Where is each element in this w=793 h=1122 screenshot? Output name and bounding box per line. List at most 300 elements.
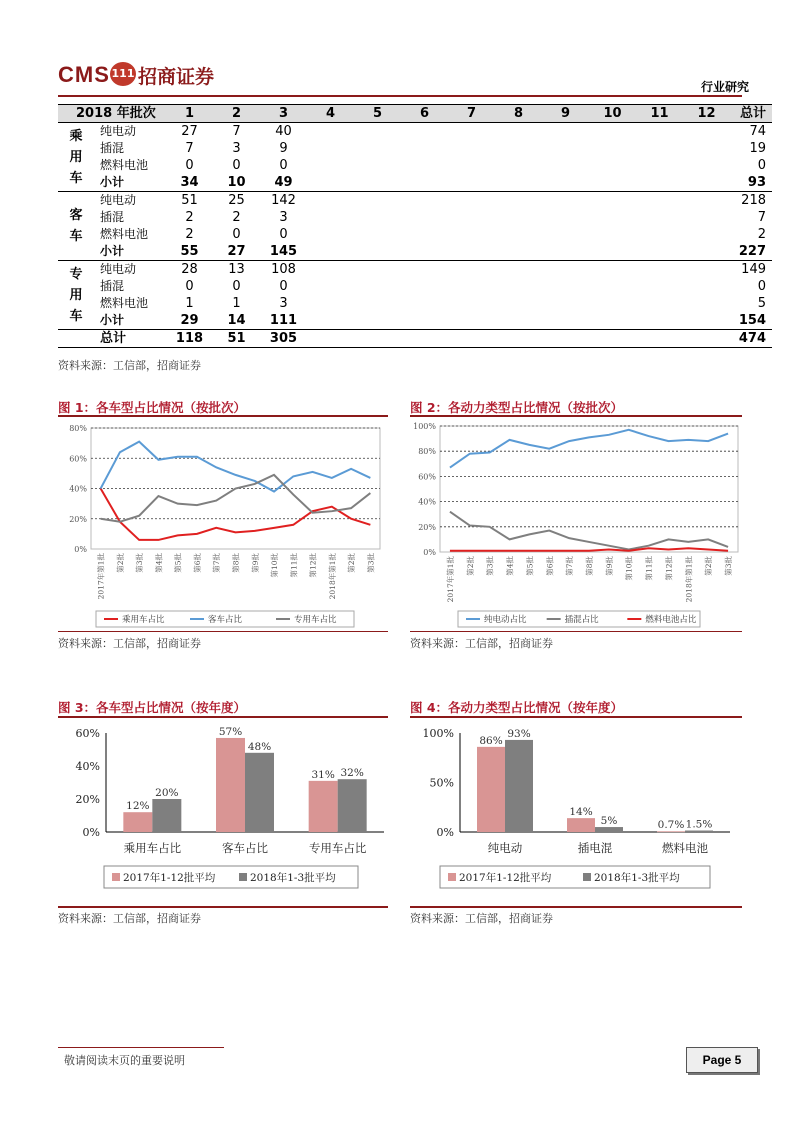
table-cell: [683, 192, 730, 210]
table-cell: [401, 330, 448, 348]
legend-swatch: [239, 873, 247, 881]
x-tick-label: 第9批: [604, 556, 614, 576]
y-tick-label: 20%: [418, 522, 436, 532]
x-tick-label: 第3批: [485, 556, 495, 576]
data-label: 31%: [311, 768, 335, 781]
table-cell: [307, 174, 354, 192]
fig1-chart: [58, 418, 388, 630]
table-cell: 305: [260, 330, 307, 348]
table-cell: [354, 226, 401, 243]
table-cell: [495, 192, 542, 210]
table-row: [58, 123, 772, 141]
y-tick-label: 50%: [429, 776, 454, 790]
y-tick-label: 80%: [418, 447, 436, 457]
table-cell: [683, 123, 730, 141]
table-cell-total: 0: [757, 279, 766, 294]
table-row: [58, 174, 772, 192]
y-tick-label: 60%: [69, 454, 87, 464]
bar: [657, 831, 685, 832]
table-category: 专 用 车: [58, 261, 94, 330]
table-cell: [495, 278, 542, 295]
table-header-col: 10: [589, 105, 636, 123]
bar: [595, 827, 623, 832]
table-row: [58, 140, 772, 157]
table-row: [58, 209, 772, 226]
table-cell: [401, 226, 448, 243]
table-cell: [401, 157, 448, 174]
table-cell: [542, 192, 589, 210]
table-cell: [683, 261, 730, 279]
table-cell: [683, 330, 730, 348]
x-tick-label: 2018年第1批: [684, 556, 694, 603]
table-cell: [401, 140, 448, 157]
x-tick-label: 2017年第1批: [445, 556, 455, 603]
table-cell: [307, 295, 354, 312]
table-cell: [495, 330, 542, 348]
table-header-col: 1: [166, 105, 213, 123]
table-cell: 14: [213, 312, 260, 330]
table-cell: [448, 140, 495, 157]
table-cell: [307, 192, 354, 210]
table-cell: [589, 174, 636, 192]
series-line-2: [450, 548, 728, 551]
x-tick-label: 第8批: [231, 553, 241, 573]
table-header-col: 8: [495, 105, 542, 123]
series-line-1: [101, 442, 371, 492]
table-cell: 3: [279, 210, 288, 225]
table-row-label: 插混: [100, 279, 125, 293]
fig4-top-rule: [410, 716, 742, 718]
table-cell: [636, 226, 683, 243]
table-cell: [589, 209, 636, 226]
table-cell-total: 7: [757, 210, 766, 225]
table-cell: [683, 278, 730, 295]
table-cell-total: 218: [741, 193, 766, 208]
table-cell: [542, 330, 589, 348]
fig2-source: 资料来源：工信部，招商证券: [410, 637, 553, 650]
table-cell: [683, 157, 730, 174]
legend-label: 2017年1-12批平均: [459, 872, 552, 884]
table-row-label: 燃料电池: [100, 227, 149, 241]
footer-note: 敬请阅读末页的重要说明: [64, 1054, 185, 1067]
table-cell: 29: [166, 312, 213, 330]
table-cell: [636, 174, 683, 192]
table-cell: 111: [260, 312, 307, 330]
y-tick-label: 40%: [418, 497, 436, 507]
data-label: 0.7%: [657, 819, 685, 831]
legend-label: 2018年1-3批平均: [250, 872, 336, 884]
table-cell: [354, 278, 401, 295]
table-cell: [401, 174, 448, 192]
table-cell-total: 474: [730, 330, 772, 348]
table-cell: 27: [213, 243, 260, 261]
y-tick-label: 0%: [423, 548, 436, 557]
company-logo: [58, 58, 228, 92]
table-cell: [448, 123, 495, 141]
fig4-chart: [410, 719, 742, 903]
table-cell: [589, 226, 636, 243]
table-cell: [495, 157, 542, 174]
table-cell: 51: [213, 330, 260, 348]
table-cell: [354, 295, 401, 312]
table-cell: [495, 140, 542, 157]
table-category: 客 车: [58, 192, 94, 261]
data-label: 20%: [155, 787, 179, 799]
x-tick-label: 插电混: [577, 841, 613, 855]
table-row-label: 小计: [94, 243, 166, 261]
table-cell: [448, 192, 495, 210]
table-row: [58, 243, 772, 261]
table-cell: [589, 140, 636, 157]
table-header-col: 7: [448, 105, 495, 123]
x-tick-label: 第3批: [724, 556, 734, 576]
data-label: 86%: [479, 734, 503, 747]
table-cell-total: 154: [730, 312, 772, 330]
table-cell: [448, 209, 495, 226]
legend-label: 纯电动占比: [484, 615, 527, 625]
table-cell: [589, 123, 636, 141]
table-cell: 0: [185, 279, 194, 294]
bar: [685, 831, 713, 832]
table-cell: [495, 295, 542, 312]
table-cell: [448, 330, 495, 348]
table-cell: 27: [181, 124, 198, 139]
table-cell: 7: [185, 141, 194, 156]
table-cell: [683, 226, 730, 243]
x-tick-label: 第2批: [347, 553, 357, 573]
table-cell: [542, 226, 589, 243]
y-tick-label: 80%: [69, 424, 87, 433]
table-cell: [307, 278, 354, 295]
y-tick-label: 20%: [69, 514, 87, 524]
company-name: 招商证券: [138, 66, 215, 88]
x-tick-label: 2018年第1批: [327, 553, 337, 600]
x-tick-label: 第2批: [465, 556, 475, 576]
legend-swatch: [448, 873, 456, 881]
table-cell: [542, 157, 589, 174]
table-cell: 7: [232, 124, 241, 139]
table-cell: [683, 140, 730, 157]
fig3-source: 资料来源：工信部，招商证券: [58, 912, 201, 925]
bar: [152, 799, 181, 832]
table-cell: 55: [166, 243, 213, 261]
table-header-batch: 2018 年批次: [58, 105, 166, 123]
x-tick-label: 专用车占比: [308, 841, 367, 855]
table-cell: [636, 278, 683, 295]
bar: [567, 818, 595, 832]
x-tick-label: 第4批: [505, 556, 515, 576]
table-cell: [401, 192, 448, 210]
x-tick-label: 第10批: [270, 553, 280, 578]
table-cell: 3: [232, 141, 241, 156]
table-cell: 108: [271, 262, 296, 277]
table-cell: [354, 192, 401, 210]
table-cell: [542, 295, 589, 312]
table-cell: 145: [260, 243, 307, 261]
fig2-bottom-rule: [410, 631, 742, 632]
y-tick-label: 60%: [75, 727, 100, 740]
table-cell: [542, 261, 589, 279]
table-cell: [683, 174, 730, 192]
bar: [216, 738, 245, 832]
table-cell: 0: [232, 158, 241, 173]
table-cell: [495, 312, 542, 330]
table-cell: 10: [213, 174, 260, 192]
table-cell: [589, 261, 636, 279]
table-cell: [542, 209, 589, 226]
table-cell: [636, 209, 683, 226]
table-row-label: 纯电动: [100, 124, 137, 138]
data-label: 14%: [569, 806, 593, 819]
x-tick-label: 第12批: [308, 553, 318, 578]
table-cell: [636, 243, 683, 261]
x-tick-label: 第2批: [115, 553, 125, 573]
table-cell: 0: [185, 158, 194, 173]
table-cell: [401, 278, 448, 295]
table-cell: [448, 261, 495, 279]
table-cell: [589, 192, 636, 210]
table-cell: 40: [275, 124, 292, 139]
bar: [309, 781, 338, 832]
fig1-source: 资料来源：工信部，招商证券: [58, 637, 201, 650]
table-cell: [401, 312, 448, 330]
table-row: [58, 278, 772, 295]
series-line-1: [450, 512, 728, 550]
bar: [245, 753, 274, 832]
x-tick-label: 第12批: [664, 556, 674, 581]
table-cell: 0: [232, 279, 241, 294]
table-cell: [448, 226, 495, 243]
table-cell: 1: [185, 296, 194, 311]
table-cell-total: 0: [757, 158, 766, 173]
fig3-chart: [58, 719, 388, 903]
table-row: [58, 261, 772, 279]
table-cell: 0: [279, 158, 288, 173]
data-label: 5%: [600, 815, 618, 828]
table-row: [58, 157, 772, 174]
table-cell: 142: [271, 193, 296, 208]
table-cell: [683, 209, 730, 226]
table-cell: [495, 243, 542, 261]
table-cell: [354, 312, 401, 330]
data-label: 93%: [507, 727, 531, 740]
table-cell: [307, 330, 354, 348]
y-tick-label: 100%: [413, 422, 436, 431]
table-cell: 2: [185, 227, 194, 242]
table-row-label: 小计: [94, 312, 166, 330]
bar: [505, 740, 533, 832]
table-cell: [448, 278, 495, 295]
legend-swatch: [112, 873, 120, 881]
section-tag: 行业研究: [700, 80, 749, 94]
table-cell: [683, 312, 730, 330]
table-cell: [307, 243, 354, 261]
x-tick-label: 第4批: [154, 553, 164, 573]
fig3-title: 图 3：各车型占比情况（按年度）: [58, 700, 247, 715]
table-row-label: 燃料电池: [100, 296, 149, 310]
table-cell: 2: [232, 210, 241, 225]
fig1-bottom-rule: [58, 631, 388, 632]
table-cell: [542, 123, 589, 141]
header-divider: [58, 95, 742, 97]
table-cell-total: 227: [730, 243, 772, 261]
legend-label: 燃料电池占比: [645, 615, 697, 625]
table-cell: [636, 295, 683, 312]
data-label: 48%: [247, 740, 272, 753]
data-label: 57%: [218, 725, 243, 738]
table-cell: [354, 209, 401, 226]
plot-frame: [440, 426, 738, 552]
table-cell: [307, 226, 354, 243]
table-cell: [307, 312, 354, 330]
x-tick-label: 第9批: [250, 553, 260, 573]
table-cell: [636, 312, 683, 330]
y-tick-label: 40%: [69, 484, 87, 494]
table-cell: [495, 209, 542, 226]
table-row-label: 纯电动: [100, 262, 137, 276]
x-tick-label: 第3批: [135, 553, 145, 573]
table-header-row: [58, 105, 772, 123]
x-tick-label: 第2批: [704, 556, 714, 576]
table-cell: 9: [279, 141, 288, 156]
table-cell: [448, 312, 495, 330]
page-number: Page 5: [686, 1047, 758, 1073]
table-cell: [307, 209, 354, 226]
table-cell-total: 19: [749, 141, 766, 156]
bar: [338, 779, 367, 832]
y-tick-label: 0%: [436, 826, 454, 839]
table-header-col: 9: [542, 105, 589, 123]
x-tick-label: 乘用车占比: [123, 841, 182, 855]
table-source: 资料来源：工信部，招商证券: [58, 359, 201, 372]
table-header-col: 4: [307, 105, 354, 123]
series-line-0: [450, 430, 728, 468]
fig1-title: 图 1：各车型占比情况（按批次）: [58, 400, 247, 415]
table-header-col: 5: [354, 105, 401, 123]
legend-label: 2017年1-12批平均: [123, 872, 216, 884]
y-tick-label: 0%: [74, 545, 87, 554]
table-cell: [354, 243, 401, 261]
table-cell: [683, 295, 730, 312]
table-cell: [401, 295, 448, 312]
table-header-col: 3: [260, 105, 307, 123]
fig3-top-rule: [58, 716, 388, 718]
table-cell: [354, 157, 401, 174]
table-cell: [636, 261, 683, 279]
fig2-top-rule: [410, 415, 742, 417]
table-cell: 25: [228, 193, 245, 208]
table-cell: [589, 330, 636, 348]
table-row-label: 插混: [100, 210, 125, 224]
table-cell-total: 93: [730, 174, 772, 192]
table-category: 乘 用 车: [58, 123, 94, 192]
table-cell: [307, 261, 354, 279]
x-tick-label: 纯电动: [487, 841, 523, 855]
table-body: [58, 123, 772, 348]
table-cell: [542, 312, 589, 330]
y-tick-label: 40%: [75, 760, 100, 773]
table-cell: [495, 123, 542, 141]
fig2-chart: [410, 418, 742, 630]
table-cell: [401, 123, 448, 141]
table-header-col: 12: [683, 105, 730, 123]
table-total-row: [58, 330, 772, 348]
table-cell: [589, 243, 636, 261]
table-cell: 0: [279, 279, 288, 294]
x-tick-label: 第7批: [565, 556, 575, 576]
table-row-label: 燃料电池: [100, 158, 149, 172]
table-row: [58, 312, 772, 330]
table-cell-total: 149: [741, 262, 766, 277]
table-cell: [636, 123, 683, 141]
table-cell: [495, 261, 542, 279]
table-cell: [683, 243, 730, 261]
table-cell: [589, 295, 636, 312]
fig4-source: 资料来源：工信部，招商证券: [410, 912, 553, 925]
legend-swatch: [583, 873, 591, 881]
table-cell: [636, 192, 683, 210]
legend-label: 乘用车占比: [122, 615, 165, 625]
table-cell: [401, 243, 448, 261]
y-tick-label: 100%: [422, 727, 454, 740]
table-cell: [636, 157, 683, 174]
table-row: [58, 226, 772, 243]
table-cell: [542, 140, 589, 157]
table-cell: [542, 278, 589, 295]
legend-label: 2018年1-3批平均: [594, 872, 680, 884]
table-header-col: 2: [213, 105, 260, 123]
x-tick-label: 第11批: [644, 556, 654, 581]
table-cell: [448, 174, 495, 192]
table-cell: 0: [232, 227, 241, 242]
x-tick-label: 第5批: [525, 556, 535, 576]
table-cell: [401, 209, 448, 226]
table-cell: [636, 330, 683, 348]
legend-label: 插混占比: [564, 615, 599, 625]
table-cell: [354, 174, 401, 192]
fig4-bottom-rule: [410, 906, 742, 908]
fig1-top-rule: [58, 415, 388, 417]
table-cell: 28: [181, 262, 198, 277]
table-cell: [354, 140, 401, 157]
x-tick-label: 第8批: [585, 556, 594, 576]
table-cell-total: 74: [749, 124, 766, 139]
table-cell: [354, 123, 401, 141]
table-cell: [448, 157, 495, 174]
x-tick-label: 客车占比: [222, 841, 268, 855]
table-row-label: 总计: [58, 330, 166, 348]
table-cell: 118: [166, 330, 213, 348]
table-cell: [636, 140, 683, 157]
table-cell-total: 2: [757, 227, 766, 242]
legend-label: 专用车占比: [294, 615, 337, 625]
table-cell: 49: [260, 174, 307, 192]
y-tick-label: 0%: [82, 826, 100, 839]
y-tick-label: 20%: [75, 793, 100, 806]
table-cell: [589, 278, 636, 295]
table-cell: [542, 243, 589, 261]
table-cell: 51: [181, 193, 198, 208]
x-tick-label: 第6批: [192, 553, 202, 573]
table-row-label: 插混: [100, 141, 125, 155]
table-cell: [542, 174, 589, 192]
table-header-total: 总计: [730, 105, 772, 123]
fig3-bottom-rule: [58, 906, 388, 908]
data-label: 12%: [126, 800, 150, 813]
x-tick-label: 第7批: [212, 553, 222, 573]
table-cell: [354, 330, 401, 348]
y-tick-label: 60%: [418, 472, 436, 482]
